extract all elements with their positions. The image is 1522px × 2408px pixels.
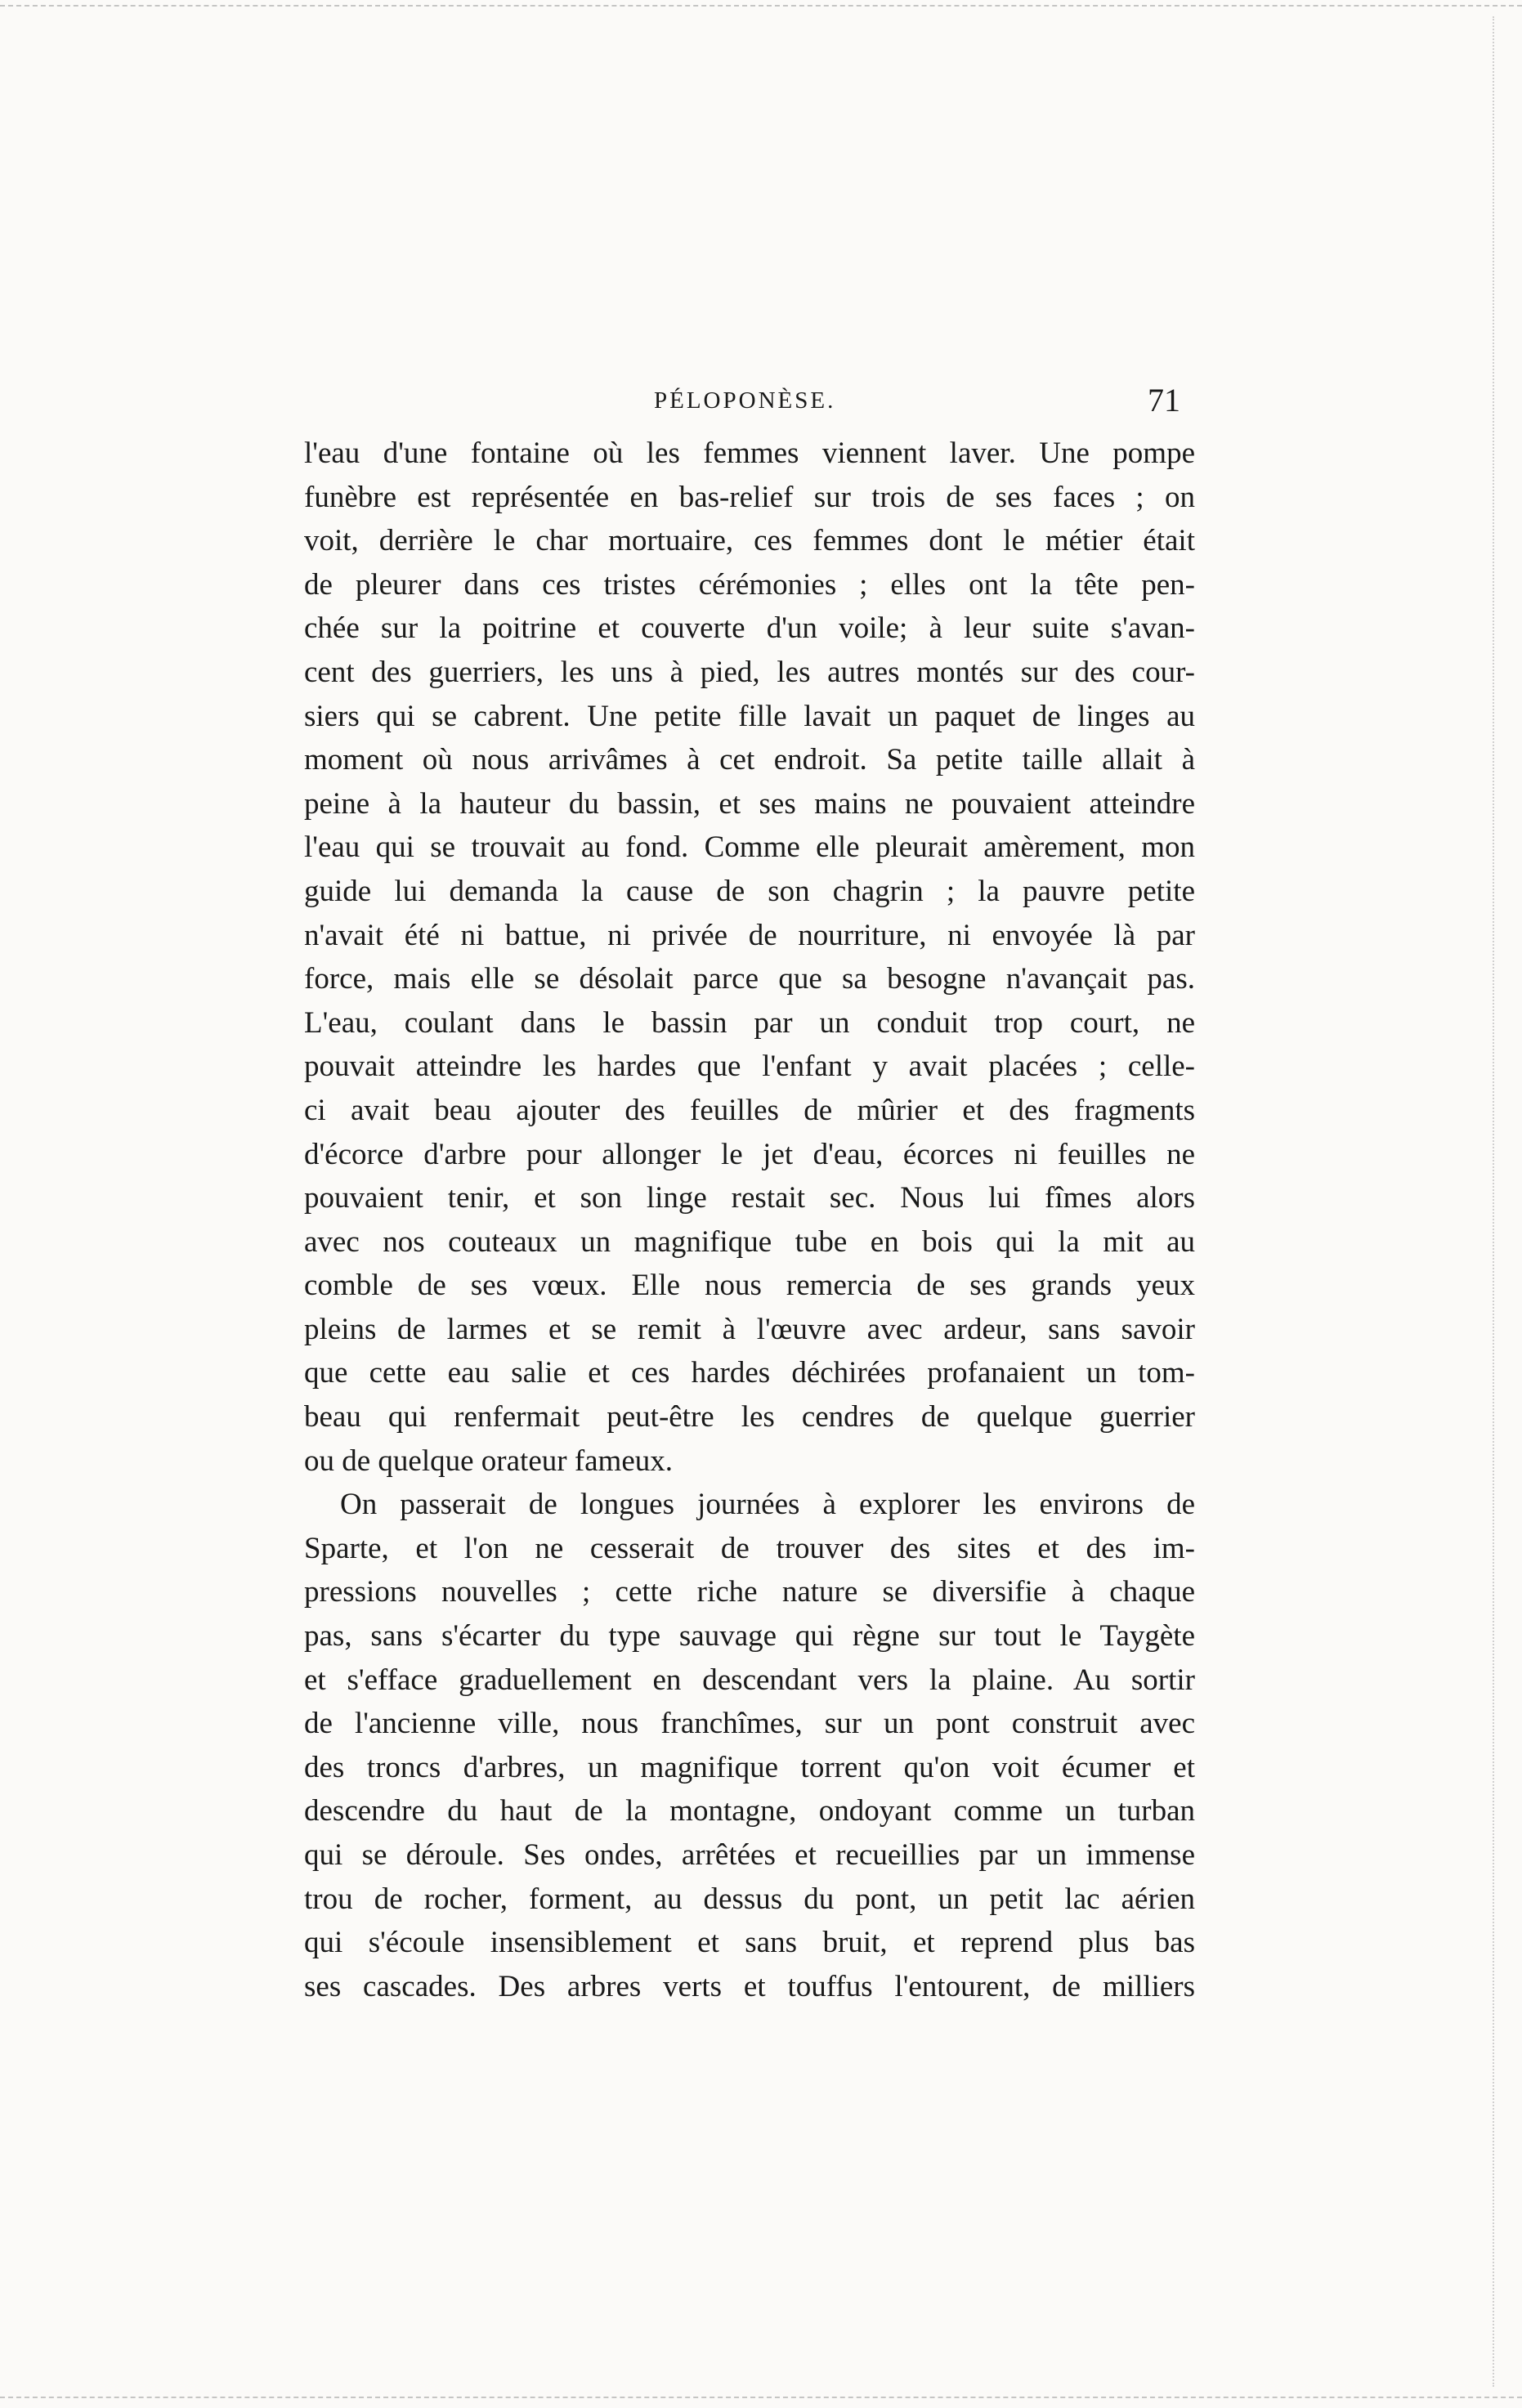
text-line: de l'ancienne ville, nous franchîmes, sur un pont construit avec: [304, 1707, 1195, 1741]
text-line: pas, sans s'écarter du type sauvage qui règne sur tout le Taygète: [304, 1619, 1195, 1654]
text-line: pressions nouvelles ; cette riche nature se diversifie à chaque: [304, 1575, 1195, 1609]
text-line: descendre du haut de la montagne, ondoyant comme un turban: [304, 1794, 1195, 1828]
text-line: voit, derrière le char mortuaire, ces femmes dont le métier était: [304, 524, 1195, 558]
scan-bottom-edge: [0, 2397, 1522, 2398]
text-line: On passerait de longues journées à explorer les environs de: [340, 1488, 1195, 1522]
text-line: n'avait été ni battue, ni privée de nourriture, ni envoyée là par: [304, 918, 1195, 952]
text-line: pouvait atteindre les hardes que l'enfant y avait placées ; celle-: [304, 1050, 1195, 1084]
text-line: peine à la hauteur du bassin, et ses mains ne pouvaient atteindre: [304, 786, 1195, 821]
text-line: d'écorce d'arbre pour allonger le jet d'eau, écorces ni feuilles ne: [304, 1137, 1195, 1171]
text-line: ses cascades. Des arbres verts et touffus l'entourent, de milliers: [304, 1969, 1195, 2003]
running-title: PÉLOPONÈSE.: [654, 387, 836, 414]
text-line: avec nos couteaux un magnifique tube en bois qui la mit au: [304, 1224, 1195, 1259]
body-text: [304, 432, 1195, 2008]
page-header: [304, 381, 1195, 427]
text-line: ou de quelque orateur fameux.: [304, 1443, 674, 1478]
scan-top-edge: [0, 5, 1522, 7]
text-line: de pleurer dans ces tristes cérémonies ; elles ont la tête pen-: [304, 567, 1195, 602]
text-line: comble de ses vœux. Elle nous remercia de ses grands yeux: [304, 1269, 1195, 1303]
text-line: beau qui renfermait peut-être les cendres de quelque guerrier: [304, 1400, 1195, 1435]
scan-right-edge: [1493, 16, 1494, 2387]
text-line: L'eau, coulant dans le bassin par un conduit trop court, ne: [304, 1005, 1195, 1040]
paragraph-2: [304, 1483, 1195, 2008]
text-line: funèbre est représentée en bas-relief sur trois de ses faces ; on: [304, 480, 1195, 514]
text-line: que cette eau salie et ces hardes déchirées profanaient un tom-: [304, 1356, 1195, 1390]
text-line: qui se déroule. Ses ondes, arrêtées et recueillies par un immense: [304, 1838, 1195, 1872]
text-line: l'eau qui se trouvait au fond. Comme elle pleurait amèrement, mon: [304, 830, 1195, 865]
text-line: siers qui se cabrent. Une petite fille lavait un paquet de linges au: [304, 699, 1195, 733]
text-line: cent des guerriers, les uns à pied, les autres montés sur des cour-: [304, 655, 1195, 689]
text-line: qui s'écoule insensiblement et sans bruit, et reprend plus bas: [304, 1926, 1195, 1960]
text-line: l'eau d'une fontaine où les femmes viennent laver. Une pompe: [304, 436, 1195, 470]
text-line: trou de rocher, forment, au dessus du pont, un petit lac aérien: [304, 1882, 1195, 1916]
text-line: moment où nous arrivâmes à cet endroit. Sa petite taille allait à: [304, 743, 1195, 777]
text-line: des troncs d'arbres, un magnifique torrent qu'on voit écumer et: [304, 1750, 1195, 1784]
paragraph-1: [304, 432, 1195, 1483]
text-line: pleins de larmes et se remit à l'œuvre avec ardeur, sans savoir: [304, 1312, 1195, 1346]
text-line: chée sur la poitrine et couverte d'un voile; à leur suite s'avan-: [304, 611, 1195, 646]
text-line: et s'efface graduellement en descendant vers la plaine. Au sortir: [304, 1663, 1195, 1697]
text-line: ci avait beau ajouter des feuilles de mûrier et des fragments: [304, 1093, 1195, 1127]
text-line: guide lui demanda la cause de son chagrin ; la pauvre petite: [304, 874, 1195, 908]
page-number: 71: [1148, 382, 1180, 418]
text-line: Sparte, et l'on ne cesserait de trouver des sites et des im-: [304, 1531, 1195, 1565]
text-line: pouvaient tenir, et son linge restait sec. Nous lui fîmes alors: [304, 1181, 1195, 1215]
text-line: force, mais elle se désolait parce que sa besogne n'avançait pas.: [304, 962, 1195, 996]
